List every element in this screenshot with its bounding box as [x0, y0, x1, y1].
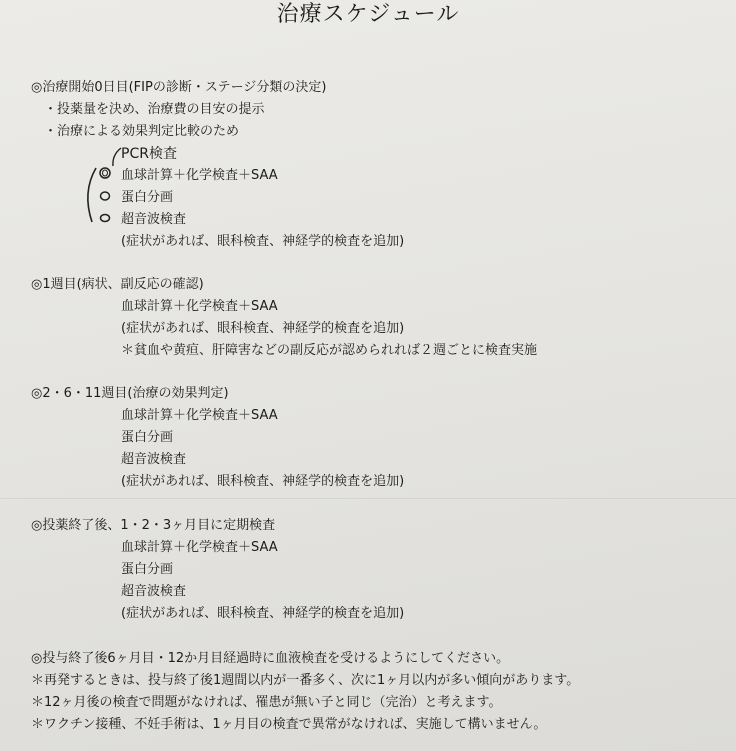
handwritten-circle-mark [101, 192, 110, 200]
bullet-item: ・投薬量を決め、治療費の目安の提示 [44, 102, 265, 117]
test-line: 血球計算＋化学検査＋SAA [121, 408, 278, 423]
test-line: 超音波検査 [121, 452, 187, 467]
test-line: 血球計算＋化学検査＋SAA [121, 540, 278, 555]
handwritten-brace-mark [88, 168, 96, 222]
footer-line: ＊再発するときは、投与終了後1週間以内が一番多く、次に1ヶ月以内が多い傾向があります。 [31, 673, 580, 688]
note-line: ＊貧血や黄疸、肝障害などの副反応が認められれば２週ごとに検査実施 [121, 343, 538, 358]
bullet-item: ・治療による効果判定比較のため [44, 124, 240, 139]
footer-line: ＊ワクチン接種、不妊手術は、1ヶ月目の検査で異常がなければ、実施して構いません。 [31, 717, 547, 732]
note-line: (症状があれば、眼科検査、神経学的検査を追加) [121, 321, 405, 336]
test-line: 蛋白分画 [121, 190, 174, 205]
test-line: 蛋白分画 [121, 562, 174, 577]
note-line: (症状があれば、眼科検査、神経学的検査を追加) [121, 606, 405, 621]
test-line: 超音波検査 [121, 212, 187, 227]
test-line: 血球計算＋化学検査＋SAA [121, 299, 278, 314]
footer-line: ◎投与終了後6ヶ月目・12か月目経過時に血液検査を受けるようにしてください。 [31, 651, 510, 666]
handwritten-bracket-mark [113, 148, 121, 166]
handwritten-note-pcr: PCR検査 [121, 146, 177, 162]
section-heading-post: ◎投薬終了後、1・2・3ヶ月目に定期検査 [31, 518, 276, 533]
page-title: 治療スケジュール [276, 2, 460, 27]
note-line: (症状があれば、眼科検査、神経学的検査を追加) [121, 474, 405, 489]
section-heading-week1: ◎1週目(病状、副反応の確認) [31, 277, 204, 292]
test-line: 蛋白分画 [121, 430, 174, 445]
footer-line: ＊12ヶ月後の検査で問題がなければ、罹患が無い子と同じ（完治）と考えます。 [31, 695, 502, 710]
test-line: 超音波検査 [121, 584, 187, 599]
section-heading-week2-6-11: ◎2・6・11週目(治療の効果判定) [31, 386, 229, 401]
test-line: 血球計算＋化学検査＋SAA [121, 168, 278, 183]
handwritten-circle-mark [101, 215, 110, 222]
section-heading-day0: ◎治療開始0日目(FIPの診断・ステージ分類の決定) [31, 80, 327, 95]
note-line: (症状があれば、眼科検査、神経学的検査を追加) [121, 234, 405, 249]
handwritten-circle-mark [103, 170, 108, 176]
